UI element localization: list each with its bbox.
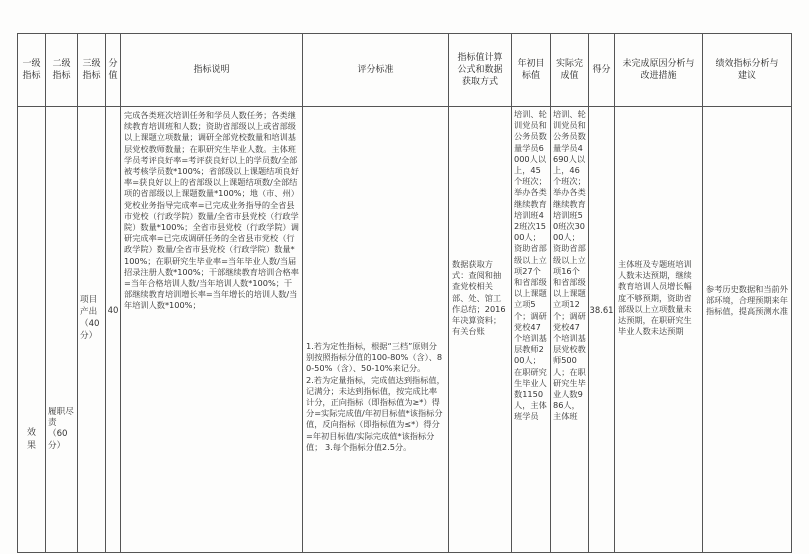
cell-level1: 效 果 [18, 107, 46, 553]
header-level1: 一级 指标 [18, 34, 46, 107]
table-row [18, 107, 792, 553]
header-scoring-standard: 评分标准 [303, 34, 449, 107]
header-target-value: 年初目 标值 [512, 34, 551, 107]
cell-score-value: 40 [106, 107, 121, 553]
cell-calculation-formula: 数据获取方式：查阅和抽查党校相关部、处、馆工作总结；2016年决算资料；有关台账 [449, 107, 512, 553]
cell-suggestion: 参考历史数据和当前外部环境，合理预期来年指标值，提高预测水准 [703, 107, 792, 553]
header-score: 得分 [589, 34, 615, 107]
performance-evaluation-table [17, 33, 792, 553]
header-level2: 二级 指标 [46, 34, 78, 107]
cell-scoring-standard: 1.若为定性指标，根据“三档”原则分别按照指标分值的100-80%（含）、80-50%（含）、50-10%来记分。 2.若为定量指标，完成值达到指标值，记满分；未达到指标值，按完成比率计分，正向指标（即指标值为≥*）得分=实际完成值/年初目标值*该指标分值，反向指标（即指标值为≤*）得分=年初目标值/实际完成值*该指标分值； 3.每个指标分值2.5分。 [303, 107, 449, 553]
table-header-row [18, 34, 792, 107]
header-indicator-description: 指标说明 [121, 34, 303, 107]
header-reason-analysis: 未完成原因分析与 改进措施 [615, 34, 703, 107]
header-level3: 三级 指标 [78, 34, 106, 107]
cell-target-value: 培训、轮训党员和公务员数量学员6000人以上，45个班次；举办各类继续教育培训班42班次1500人；资助省部级以上立项27个和省部级以上课题立项5个；调研党校47个培训基层教师200人；在职研究生毕业人数1150人，主体班学员 [512, 107, 551, 553]
header-calculation-formula: 指标值计算 公式和数据 获取方式 [449, 34, 512, 107]
header-actual-value: 实际完 成值 [551, 34, 589, 107]
header-score-value: 分 值 [106, 34, 121, 107]
cell-actual-value: 培训、轮训党员和公务员数量学员4690人以上，46个班次；举办各类继续教育培训班50班次3000人；资助省部级以上立项16个和省部级以上课题立项12个；调研党校47个培训基层党校教师500人；在职研究生毕业人数986人，主体班 [551, 107, 589, 553]
cell-level2: 履职尽 责（60 分） [46, 107, 78, 553]
header-suggestion: 绩效指标分析与 建议 [703, 34, 792, 107]
cell-level3: 项目 产出 （40 分） [78, 107, 106, 553]
cell-score: 38.61 [589, 107, 615, 553]
cell-indicator-description: 完成各类班次培训任务和学员人数任务；各类继续教育培训班和人数；资助省部级以上或省部级以上课题立项数量；调研全部党校数量和培训基层党校教师数量；在职研究生毕业人数。主体班学员考评良好率=考评获良好以上的学员数/全部被考核学员数*100%；省部级以上课题结项良好率=获良好以上的省部级以上课题结项数/全部结项的省部级以上课题数量*100%；地（市、州）党校业务指导完成率=已完成业务指导的全省县市党校（行政学院）数量/全省市县党校（行政学院）数量*100%；全省市县党校（行政学院）调研完成率=已完成调研任务的全省县市党校（行政学院）数量/全省市县党校（行政学院）数量*100%；在职研究生毕业率=当年毕业人数/当届招录注册人数*100%；干部继续教育培训合格率=当年合格培训人数/当年培训人数*100%；干部继续教育培训增长率=当年增长的培训人数/当年培训人数*100%； [121, 107, 303, 553]
cell-reason-analysis: 主体班及专题班培训人数未达预期，继续教育培训人员增长幅度不够预期，资助省部级以上立项数量未达预期，在职研究生毕业人数未达预期 [615, 107, 703, 553]
